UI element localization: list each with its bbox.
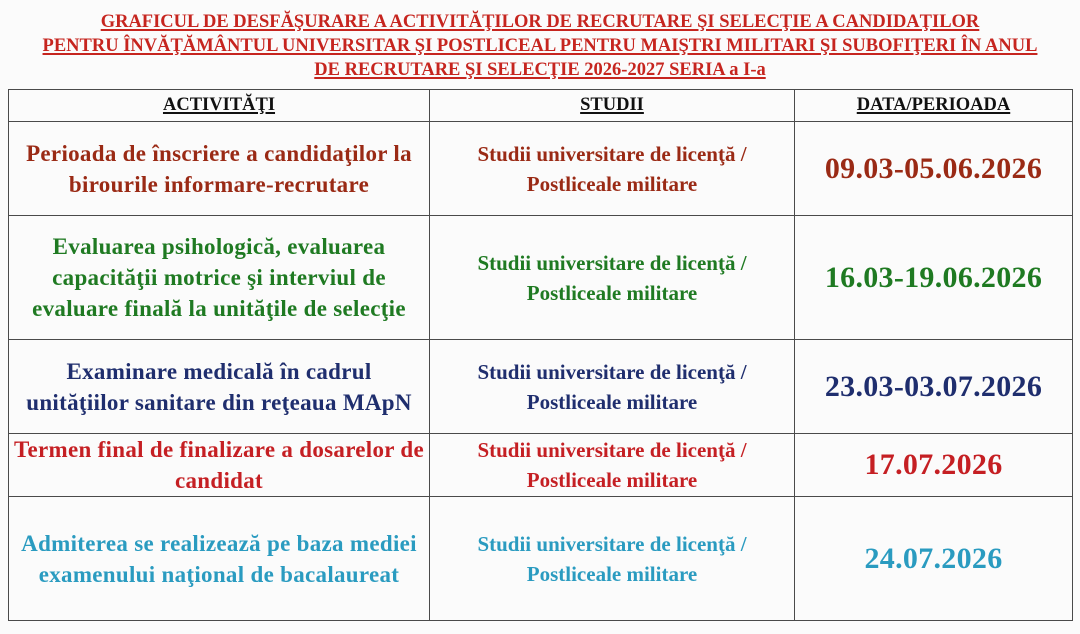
period-cell: 24.07.2026 [795, 497, 1073, 621]
activity-cell: Examinare medicală în cadrul unităţiilor sanitare din reţeaua MApN [9, 340, 430, 434]
studies-cell: Studii universitare de licenţă / Postliceale militare [430, 434, 795, 497]
period-cell: 17.07.2026 [795, 434, 1073, 497]
schedule-table [8, 89, 1073, 621]
header-period: DATA/PERIOADA [795, 90, 1073, 122]
table-row [9, 434, 1073, 497]
header-activities: ACTIVITĂŢI [9, 90, 430, 122]
table-row [9, 497, 1073, 621]
period-cell: 16.03-19.06.2026 [795, 216, 1073, 340]
page-title [0, 10, 1080, 82]
table-row [9, 340, 1073, 434]
activity-cell: Perioada de înscriere a candidaţilor la birourile informare-recrutare [9, 122, 430, 216]
title-line-1: GRAFICUL DE DESFĂŞURARE A ACTIVITĂŢILOR DE RECRUTARE ŞI SELECŢIE A CANDIDAŢILOR [100, 12, 980, 32]
table-row [9, 216, 1073, 340]
title-line-3: DE RECRUTARE ŞI SELECŢIE 2026-2027 SERIA a I-a [314, 60, 766, 80]
activity-cell: Termen final de finalizare a dosarelor de candidat [9, 434, 430, 497]
table-header-row [9, 90, 1073, 122]
studies-cell: Studii universitare de licenţă / Postliceale militare [430, 497, 795, 621]
studies-cell: Studii universitare de licenţă / Postliceale militare [430, 122, 795, 216]
header-studies: STUDII [430, 90, 795, 122]
activity-cell: Evaluarea psihologică, evaluarea capacităţii motrice şi interviul de evaluare finală la unităţile de selecţie [9, 216, 430, 340]
period-cell: 23.03-03.07.2026 [795, 340, 1073, 434]
studies-cell: Studii universitare de licenţă / Postliceale militare [430, 340, 795, 434]
table-row [9, 122, 1073, 216]
studies-cell: Studii universitare de licenţă / Postliceale militare [430, 216, 795, 340]
title-line-2: PENTRU ÎNVĂŢĂMÂNTUL UNIVERSITAR ŞI POSTLICEAL PENTRU MAIŞTRI MILITARI ŞI SUBOFIŢERI ÎN ANUL [42, 36, 1038, 56]
period-cell: 09.03-05.06.2026 [795, 122, 1073, 216]
activity-cell: Admiterea se realizează pe baza mediei examenului naţional de bacalaureat [9, 497, 430, 621]
